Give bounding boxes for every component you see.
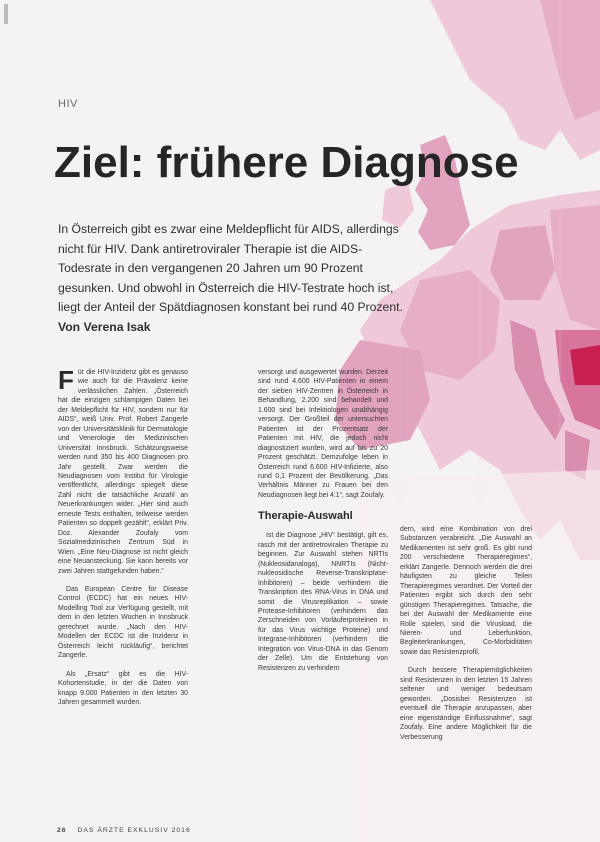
- author-byline: Von Verena Isak: [58, 319, 151, 334]
- page-number: 26: [57, 827, 67, 834]
- map-region-romania: [570, 345, 600, 385]
- map-region-germany: [490, 225, 555, 300]
- article-column-2: [258, 368, 388, 682]
- paragraph: versorgt und ausgewertet wurden. Derzeit sind rund 4.600 HIV-Patienten in einem der sieben HIV-Zentren in Österreich in Behandlung, 2.200 sind behandelt und 1.600 sind bei Infektiologen unabhängig versorgt. Der Großteil der untersuchten Patienten ist der Prozentsatz der Patienten mit HIV, die jedoch nicht diagnostiziert wurden, wird auf bis zu 20 Prozent geschätzt. Demzufolge leben in Österreich rund 6.600 HIV-Infizierte, also rund 0,1 Prozent der Bevölkerung. „Das Verhältnis Männer zu Frauen bei den Neudiagnosen liegt bei 4:1“, sagt Zoufaly.: [258, 369, 388, 499]
- article-column-1: [58, 365, 188, 716]
- drop-cap: F: [58, 365, 74, 395]
- lead-text: In Österreich gibt es zwar eine Meldepflicht für AIDS, allerdings nicht für HIV. Dank antiretroviraler Therapie ist die AIDS-Todesrate in den vergangenen 20 Jahren um 90 Prozent gesunken. Und obwohl in Österreich die HIV-Testrate hoch ist, liegt der Anteil der Spätdiagnosen konstant bei rund 40 Prozent.: [58, 222, 403, 315]
- lead-paragraph: [58, 220, 408, 338]
- subheading: Therapie-Auswahl: [258, 510, 353, 523]
- paragraph: [58, 365, 188, 576]
- paragraph: Ist die Diagnose „HIV“ bestätigt, gilt es, rasch mit der antiretroviralen Therapie zu beginnen. Zur Auswahl stehen NRTIs (Nukleosidanaloga), NNRTIs (Nicht-nukleosidische Reverse-Transkriptase-Inhibitoren) – beide verhindern die Transkription des RNA-Virus in DNA und somit die Virusreplikation – sowie Protease-Inhibitoren (verhindern das Zerschneiden von Vorläuferproteinen in für das Virus wichtige Proteine) und Integrase-Inhibitoren (verhindern die Integration von Virus-DNA in das Genom der Zelle). Um die Entstehung von Resistenzen zu verhindern: [258, 532, 388, 672]
- paragraph: dern, wird eine Kombination von drei Substanzen verabreicht. „Die Auswahl an Medikamenten ist sehr groß. Es gibt rund 200 verschiedene Therapieregimes“, erklärt Zangerle. Dennoch werden die drei häufigsten zu gleiche Teilen Therapieregimes verordnet. Der Vorteil der Patienten ergibt sich durch den sehr günstigen Therapieregimes. Tatsache, die bei der Auswahl der Medikamente eine Rolle spielen, sind die Virusload, die Nieren- und Leberfunktion, Begleiterkrankungen, Co-Morbiditäten sowie das Resistenzprofil.: [400, 526, 532, 656]
- magazine-name: DAS ÄRZTE EXKLUSIV 2016: [77, 827, 191, 834]
- paragraph: Als „Ersatz“ gibt es die HIV-Kohortenstudie, in der die Daten von knapp 9.000 Patienten in den letzten 30 Jahren gesammelt wurden.: [58, 670, 188, 706]
- headline: Ziel: frühere Diagnose: [54, 138, 519, 187]
- paragraph-text: ür die HIV-Inzidenz gibt es genauso wie auch für die Prävalenz keine verlässlichen Zahlen. „Österreich hat die einzigen schlampigen Daten bei der Meldepflicht für HIV, sondern nur für AIDS“, weiß Univ. Prof. Robert Zangerle von der Universitätsklinik für Dermatologie und Venerologie der Medizinischen Universität Innsbruck. Schätzungsweise werden rund 350 bis 400 Diagnosen pro Jahr gestellt. Zwar werden die Neudiagnosen vom Institut für Virologie veröffentlicht, allerdings spiegelt diese Zahl nicht die tatsächliche Anzahl an Neuerkrankungen wider. „Hier sind auch erneute Tests enthalten, teilweise werden Patienten so doppelt gezählt“, erklärt Priv. Doz. Alexander Zoufaly vom Sozialmedizinischen Zentrum Süd in Wien. „Eine Neu-Diagnose ist nicht gleich eine Neuansteckung. Sie kann bereits vor zwei Jahren stattgefunden haben.“: [58, 369, 188, 575]
- article-column-3: [400, 525, 532, 751]
- section-label: HIV: [58, 98, 78, 110]
- page-footer: [57, 827, 191, 834]
- paragraph: Das European Centre for Disease Control (ECDC) hat ein neues HIV-Modelling Tool zur Verfügung gestellt, mit dem in den letzten Wochen in Innsbruck gerechnet wurde. „Nach den HIV-Modellen der ECDC ist die Inzidenz in Österreich leicht rückläufig“, berichtet Zangerle.: [58, 585, 188, 660]
- paragraph: Durch bessere Therapiemöglichkeiten sind Resistenzen in den letzten 15 Jahren seltener und weniger bedeutsam geworden. „Dosisbei Resistenzen ist eventuell die Therapie anzupassen, aber eine eigenständige Einflussnahme“, sagt Zoufaly. Eine andere Möglichkeit für die Verbesserung: [400, 667, 532, 741]
